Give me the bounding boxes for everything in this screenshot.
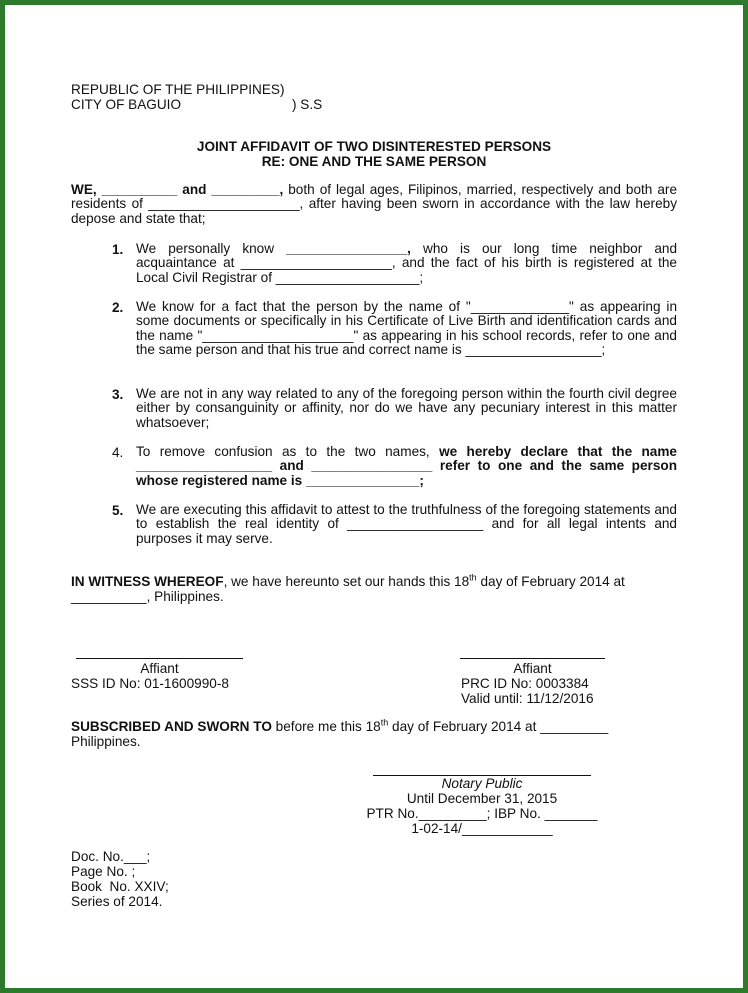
- series: Series of 2014.: [71, 894, 163, 909]
- item-2-text: We know for a fact that the person by the name of "_____________" as appearing in some documents or specifically in his Certificate of Live Birth and identification cards and the name "____________________" as appearing in his school records, refer to one and the same person and that his true and correct name is __________________;: [136, 299, 677, 358]
- item-1-text-b: ________________,: [286, 241, 411, 256]
- title-line-2: RE: ONE AND THE SAME PERSON: [261, 154, 487, 169]
- affiant-2-label: Affiant: [513, 661, 552, 676]
- sworn-line-1: [71, 719, 608, 734]
- document-page: [5, 5, 743, 988]
- item-4-number: 4.: [112, 445, 124, 460]
- item-2-number: 2.: [112, 300, 124, 315]
- item-5-text: We are executing this affidavit to attest to the truthfulness of the foregoing statements and to establish the real identity of __________________ and for all legal intents and purposes it may serve.: [136, 502, 677, 546]
- item-4-text-a: To remove confusion as to the two names,: [136, 444, 440, 459]
- witness-bold: IN WITNESS WHEREOF: [71, 574, 224, 589]
- notary-until: Until December 31, 2015: [406, 791, 558, 806]
- page-number: Page No. ;: [71, 864, 136, 879]
- sworn-text-2: day of February 2014 at _________: [388, 719, 609, 734]
- sworn-text: before me this 18: [271, 719, 381, 734]
- witness-line-2: __________, Philippines.: [71, 589, 224, 604]
- header-republic: REPUBLIC OF THE PHILIPPINES): [71, 82, 285, 97]
- witness-text: , we have hereunto set our hands this 18: [223, 574, 470, 589]
- header-city: CITY OF BAGUIO: [71, 97, 182, 112]
- item-1-text-a: We personally know: [136, 241, 287, 256]
- title-line-1: JOINT AFFIDAVIT OF TWO DISINTERESTED PERSONS: [196, 139, 552, 154]
- affiant-2-signature-line: [460, 658, 605, 659]
- book-number: Book No. XXIV;: [71, 879, 169, 894]
- item-4-text-b: we hereby declare that the name __________________ and ________________ refer to one and the same person whose registered name is _______________;: [136, 444, 677, 488]
- intro-paragraph: [71, 183, 677, 226]
- affiant-1-signature-line: [76, 658, 243, 659]
- affiant-1-label: Affiant: [140, 661, 179, 676]
- witness-text-2: day of February 2014 at: [476, 574, 625, 589]
- notary-title: Notary Public: [441, 776, 523, 791]
- intro-names: WE, __________ and _________,: [71, 182, 284, 197]
- witness-sup: th: [469, 572, 477, 583]
- header-ss: ) S.S: [292, 97, 323, 112]
- item-1-number: 1.: [112, 242, 124, 257]
- item-3-number: 3.: [112, 387, 124, 402]
- sworn-sup: th: [380, 717, 389, 728]
- item-1-text-c: who is our long time neighbor and acquaintance at ____________________, and the fact of his birth is registered at the Local Civil Registrar of ___________________;: [136, 241, 678, 285]
- item-4-text: [136, 445, 677, 488]
- sworn-line-2: Philippines.: [71, 734, 141, 749]
- witness-line-1: [71, 574, 625, 589]
- intro-text: both of legal ages, Filipinos, married, respectively and both are residents of ____________________, after having been sworn in accordance with the law hereby depose and state that;: [71, 182, 678, 226]
- notary-ptr: PTR No._________; IBP No. _______: [366, 806, 598, 821]
- item-3-text: We are not in any way related to any of the foregoing person within the fourth civil degree either by consanguinity or affinity, nor do we have any pecuniary interest in this matter whatsoever;: [136, 386, 677, 430]
- doc-number: Doc. No.___;: [71, 849, 151, 864]
- item-5-number: 5.: [112, 503, 124, 518]
- notary-date: 1-02-14/____________: [411, 821, 553, 836]
- affiant-2-valid: Valid until: 11/12/2016: [461, 691, 594, 706]
- item-1-text: [136, 242, 677, 285]
- affiant-1-id: SSS ID No: 01-1600990-8: [71, 676, 229, 691]
- affiant-2-id: PRC ID No: 0003384: [461, 676, 589, 691]
- sworn-bold: SUBSCRIBED AND SWORN TO: [71, 719, 272, 734]
